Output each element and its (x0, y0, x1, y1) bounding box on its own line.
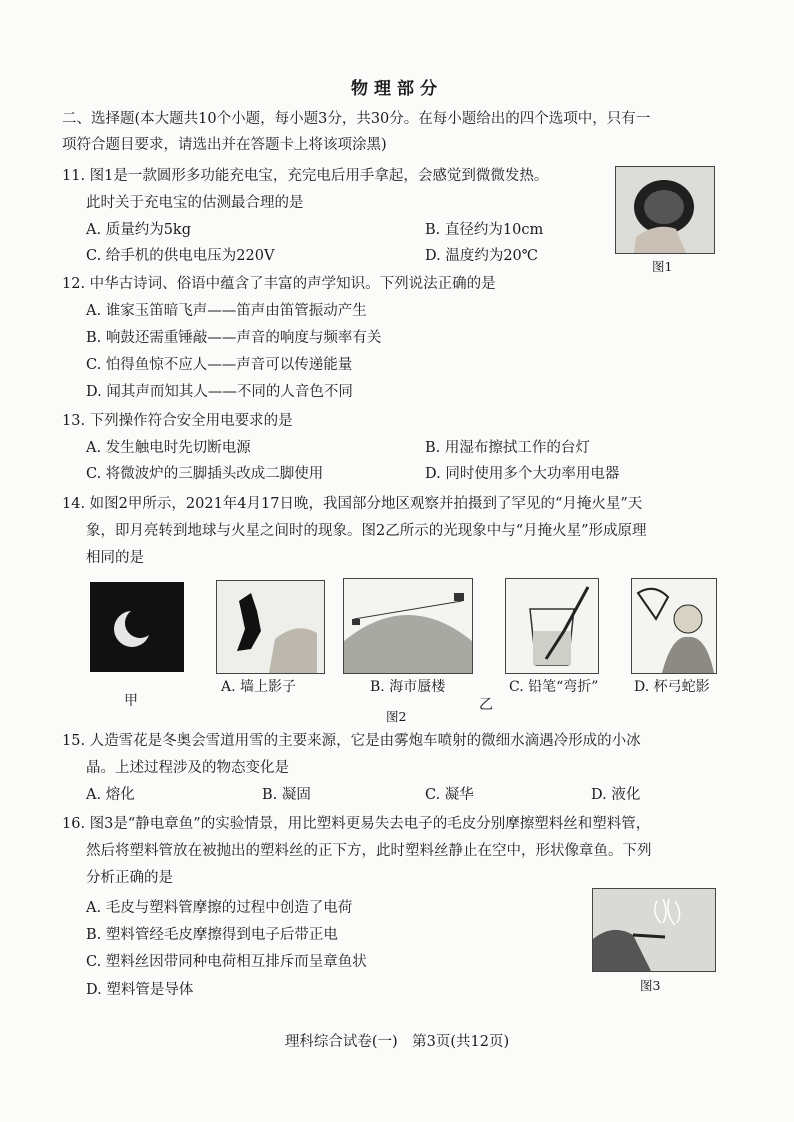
instructions-line-1: 二、选择题(本大题共10个小题，每小题3分，共30分。在每小题给出的四个选项中，只有一 (62, 111, 651, 127)
figure-2-option-a-image (216, 580, 325, 674)
q16-option-b: B. 塑料管经毛皮摩擦得到电子后带正电 (86, 927, 338, 943)
q12-option-c: C. 怕得鱼惊不应人——声音可以传递能量 (86, 357, 353, 373)
figure-2-caption: 图2 (386, 709, 407, 724)
q12-option-d: D. 闻其声而知其人——不同的人音色不同 (86, 384, 353, 400)
figure-2-option-b-image (343, 578, 473, 674)
page-footer: 理科综合试卷(一) 第3页(共12页) (284, 1034, 510, 1050)
q14-stem-2: 象，即月亮转到地球与火星之间时的现象。图2乙所示的光现象中与“月掩火星”形成原理 (86, 523, 647, 539)
figure-1-power-bank-image (615, 166, 715, 254)
instructions-line-2: 项符合题目要求，请选出并在答题卡上将该项涂黑) (62, 137, 387, 153)
q11-option-c: C. 给手机的供电电压为220V (86, 248, 275, 264)
q13-option-c: C. 将微波炉的三脚插头改成二脚使用 (86, 466, 324, 482)
figure-2-label-jia: 甲 (124, 693, 138, 709)
q11-stem-2: 此时关于充电宝的估测最合理的是 (86, 195, 304, 211)
q11-stem-1: 11. 图1是一款圆形多功能充电宝，充完电后用手拿起，会感觉到微微发热。 (62, 168, 549, 184)
q13-option-a: A. 发生触电时先切断电源 (86, 440, 251, 456)
figure-2-jia-moon-image (90, 582, 184, 672)
q11-option-a: A. 质量约为5kg (86, 222, 191, 238)
figure-1-caption: 图1 (652, 259, 673, 274)
q14-stem-3: 相同的是 (86, 550, 144, 566)
figure-3-static-octopus-image (592, 888, 716, 972)
figure-2-option-d-label: D. 杯弓蛇影 (634, 679, 710, 695)
q15-stem-2: 晶。上述过程涉及的物态变化是 (86, 760, 289, 776)
q14-stem-1: 14. 如图2甲所示，2021年4月17日晚，我国部分地区观察并拍摄到了罕见的“月掩火星”天 (62, 496, 643, 512)
figure-2-option-c-label: C. 铅笔“弯折” (509, 679, 599, 695)
q16-option-c: C. 塑料丝因带同种电荷相互排斥而呈章鱼状 (86, 954, 367, 970)
q12-stem: 12. 中华古诗词、俗语中蕴含了丰富的声学知识。下列说法正确的是 (62, 276, 496, 292)
q15-option-c: C. 凝华 (425, 787, 474, 803)
figure-2-option-a-label: A. 墙上影子 (221, 679, 297, 695)
q16-stem-3: 分析正确的是 (86, 870, 173, 886)
q15-option-a: A. 熔化 (86, 787, 135, 803)
figure-2-option-b-label: B. 海市蜃楼 (370, 679, 446, 695)
q13-stem: 13. 下列操作符合安全用电要求的是 (62, 413, 293, 429)
figure-2-option-c-image (505, 578, 599, 674)
q13-option-b: B. 用湿布擦拭工作的台灯 (425, 440, 590, 456)
q16-option-d: D. 塑料管是导体 (86, 982, 194, 998)
q11-option-d: D. 温度约为20℃ (425, 248, 538, 264)
figure-3-caption: 图3 (640, 978, 661, 993)
q11-option-b: B. 直径约为10cm (425, 222, 544, 238)
q16-stem-1: 16. 图3是“静电章鱼”的实验情景，用比塑料更易失去电子的毛皮分别摩擦塑料丝和塑料管， (62, 816, 651, 832)
figure-2-option-d-image (631, 578, 717, 674)
section-title: 物理部分 (351, 79, 443, 99)
q16-stem-2: 然后将塑料管放在被抛出的塑料丝的正下方，此时塑料丝静止在空中，形状像章鱼。下列 (86, 843, 652, 859)
q15-option-d: D. 液化 (591, 787, 641, 803)
q15-stem-1: 15. 人造雪花是冬奥会雪道用雪的主要来源，它是由雾炮车喷射的微细水滴遇冷形成的小冰 (62, 733, 641, 749)
q15-option-b: B. 凝固 (262, 787, 311, 803)
q13-option-d: D. 同时使用多个大功率用电器 (425, 466, 620, 482)
figure-2-label-yi: 乙 (479, 697, 493, 713)
q16-option-a: A. 毛皮与塑料管摩擦的过程中创造了电荷 (86, 900, 353, 916)
q12-option-b: B. 响鼓还需重锤敲——声音的响度与频率有关 (86, 330, 382, 346)
q12-option-a: A. 谁家玉笛暗飞声——笛声由笛管振动产生 (86, 303, 367, 319)
